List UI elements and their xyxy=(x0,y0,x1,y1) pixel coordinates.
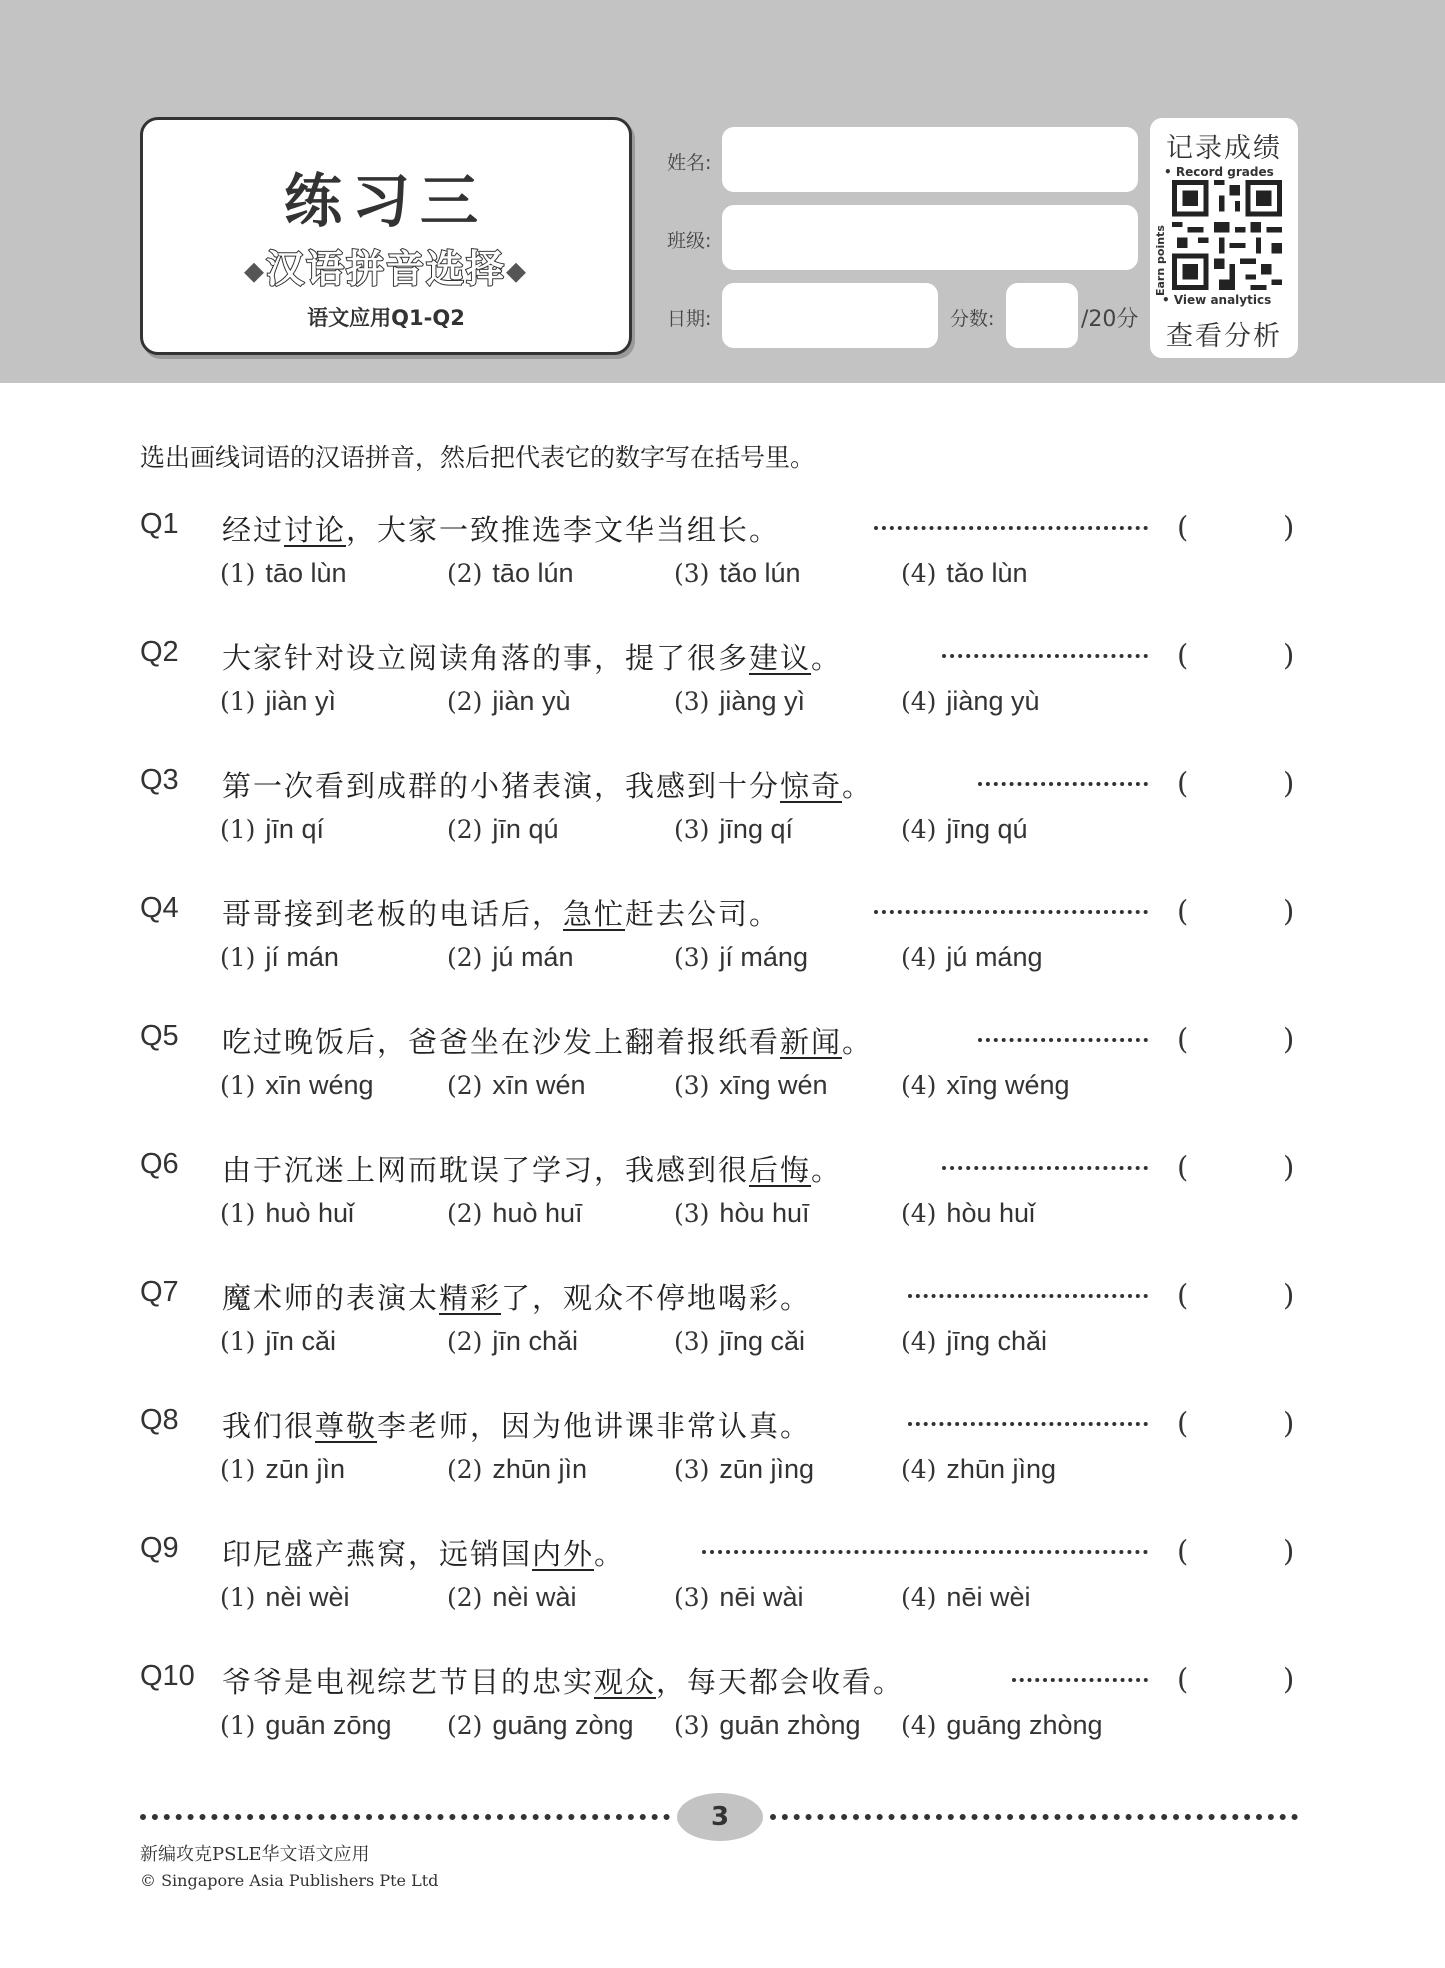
worksheet-subtitle xyxy=(143,238,629,293)
option xyxy=(901,686,1040,717)
answer-paren-close: ) xyxy=(1283,1406,1295,1440)
option xyxy=(220,814,324,845)
answer-paren-open: ( xyxy=(1177,766,1189,800)
option xyxy=(674,1454,814,1485)
answer-slot[interactable] xyxy=(1195,764,1285,804)
underlined-word: 后悔 xyxy=(749,1153,812,1187)
option-pinyin: jīng qí xyxy=(719,814,793,844)
option-pinyin: jiàn yì xyxy=(265,686,336,716)
option-number: (3) xyxy=(674,1455,710,1484)
question-text xyxy=(222,764,873,805)
answer-slot[interactable] xyxy=(1195,1660,1285,1700)
question-text-pre: 爷爷是电视综艺节目的忠实 xyxy=(222,1665,595,1699)
question-text xyxy=(222,1532,625,1573)
underlined-word: 内外 xyxy=(532,1537,595,1571)
option-pinyin: jīng cǎi xyxy=(719,1326,805,1356)
underlined-word: 惊奇 xyxy=(780,769,843,803)
question-text xyxy=(222,1276,811,1317)
option xyxy=(901,1198,1035,1229)
option-pinyin: zūn jìng xyxy=(719,1454,814,1484)
answer-paren-close: ) xyxy=(1283,1662,1295,1696)
option xyxy=(901,942,1042,973)
option xyxy=(674,1070,828,1101)
option-pinyin: jiàn yù xyxy=(492,686,571,716)
question-text-pre: 第一次看到成群的小猪表演，我感到十分 xyxy=(222,769,781,803)
question-text-pre: 由于沉迷上网而耽误了学习，我感到很 xyxy=(222,1153,750,1187)
option-pinyin: xīng wén xyxy=(719,1070,828,1100)
worksheet-title: 练习三 xyxy=(283,167,488,235)
option xyxy=(901,814,1028,845)
option xyxy=(447,686,570,717)
option-pinyin: guān zhòng xyxy=(719,1710,861,1740)
option-pinyin: jīn qú xyxy=(492,814,559,844)
option-pinyin: zhūn jìng xyxy=(946,1454,1057,1484)
question-text-post: 赶去公司。 xyxy=(625,897,781,931)
question-text-post: 。 xyxy=(842,1025,874,1059)
question-text-pre: 魔术师的表演太 xyxy=(222,1281,440,1315)
option-pinyin: xīn wén xyxy=(492,1070,586,1100)
option-pinyin: jú máng xyxy=(946,942,1043,972)
option-number: (3) xyxy=(674,815,710,844)
leader-dots xyxy=(874,910,1148,914)
option-number: (1) xyxy=(220,687,256,716)
option-pinyin: huò huǐ xyxy=(265,1198,355,1228)
option-number: (1) xyxy=(220,815,256,844)
option-number: (4) xyxy=(901,1583,937,1612)
date-field[interactable] xyxy=(722,283,938,348)
option-number: (4) xyxy=(901,1071,937,1100)
answer-paren-open: ( xyxy=(1177,1150,1189,1184)
option-pinyin: guāng zhòng xyxy=(946,1710,1103,1740)
leader-dots xyxy=(942,1166,1148,1170)
option-pinyin: guāng zòng xyxy=(492,1710,634,1740)
question-text-post: 。 xyxy=(594,1537,626,1571)
option-pinyin: guān zōng xyxy=(265,1710,392,1740)
answer-paren-close: ) xyxy=(1283,1534,1295,1568)
qr-top-text: 记录成绩 xyxy=(1166,133,1282,164)
option-number: (3) xyxy=(674,1327,710,1356)
option xyxy=(901,1070,1070,1101)
option xyxy=(447,1070,585,1101)
option xyxy=(447,558,574,589)
answer-paren-close: ) xyxy=(1283,1278,1295,1312)
question-text xyxy=(222,1660,904,1701)
question-number: Q8 xyxy=(140,1404,179,1436)
option xyxy=(220,1454,345,1485)
qr-view-text: • View analytics xyxy=(1162,293,1272,307)
qr-earn-text: Earn points xyxy=(1154,225,1167,296)
answer-slot[interactable] xyxy=(1195,1148,1285,1188)
worksheet-tag: 语文应用Q1-Q2 xyxy=(307,306,465,330)
option xyxy=(674,558,801,589)
option-number: (2) xyxy=(447,1583,483,1612)
option-number: (1) xyxy=(220,1071,256,1100)
option-number: (3) xyxy=(674,943,710,972)
option-number: (3) xyxy=(674,1711,710,1740)
qr-card[interactable] xyxy=(1150,118,1298,358)
qr-code-icon[interactable] xyxy=(1172,180,1282,290)
answer-slot[interactable] xyxy=(1195,892,1285,932)
title-box xyxy=(140,117,632,355)
leader-dots xyxy=(908,1422,1148,1426)
question-text-pre: 我们很 xyxy=(222,1409,316,1443)
option xyxy=(901,558,1028,589)
question-text-pre: 吃过晚饭后，爸爸坐在沙发上翻着报纸看 xyxy=(222,1025,781,1059)
answer-slot[interactable] xyxy=(1195,1404,1285,1444)
question-text-post: ，每天都会收看。 xyxy=(656,1665,905,1699)
question-number: Q2 xyxy=(140,636,179,668)
option-number: (4) xyxy=(901,687,937,716)
option-number: (2) xyxy=(447,1711,483,1740)
option-pinyin: jú mán xyxy=(492,942,574,972)
question-text-post: 。 xyxy=(811,641,843,675)
name-field[interactable] xyxy=(722,127,1138,192)
option-number: (1) xyxy=(220,1455,256,1484)
question-text xyxy=(222,636,842,677)
option-number: (4) xyxy=(901,1327,937,1356)
page-number: 3 xyxy=(677,1793,763,1841)
answer-slot[interactable] xyxy=(1195,1020,1285,1060)
answer-paren-open: ( xyxy=(1177,638,1189,672)
answer-paren-open: ( xyxy=(1177,1278,1189,1312)
question-text xyxy=(222,508,780,549)
question-number: Q4 xyxy=(140,892,179,924)
option-number: (3) xyxy=(674,1199,710,1228)
book-title: 新编攻克PSLE华文语文应用 xyxy=(140,1844,370,1865)
question-number: Q1 xyxy=(140,508,179,540)
instruction: 选出画线词语的汉语拼音，然后把代表它的数字写在括号里。 xyxy=(140,443,816,472)
option-pinyin: xīn wéng xyxy=(265,1070,374,1100)
option xyxy=(674,1582,803,1613)
option xyxy=(901,1582,1030,1613)
option xyxy=(674,686,805,717)
question-text-post: 。 xyxy=(811,1153,843,1187)
option xyxy=(220,1070,374,1101)
option xyxy=(447,814,558,845)
option-number: (2) xyxy=(447,815,483,844)
question-text-pre: 哥哥接到老板的电话后， xyxy=(222,897,564,931)
option-pinyin: tāo lún xyxy=(492,558,574,588)
option-pinyin: jīng qú xyxy=(946,814,1028,844)
option-number: (1) xyxy=(220,1327,256,1356)
answer-slot[interactable] xyxy=(1195,636,1285,676)
option xyxy=(674,814,793,845)
option xyxy=(901,1710,1103,1741)
option-pinyin: jīn chǎi xyxy=(492,1326,578,1356)
question-text-post: 了，观众不停地喝彩。 xyxy=(501,1281,812,1315)
option-number: (3) xyxy=(674,559,710,588)
option-number: (2) xyxy=(447,687,483,716)
underlined-word: 观众 xyxy=(594,1665,657,1699)
option-pinyin: jiàng yì xyxy=(719,686,805,716)
diamond-icon: ◆ xyxy=(243,256,266,287)
answer-paren-close: ) xyxy=(1283,1022,1295,1056)
option-number: (3) xyxy=(674,687,710,716)
answer-paren-open: ( xyxy=(1177,1534,1189,1568)
question-number: Q6 xyxy=(140,1148,179,1180)
option-pinyin: jí mán xyxy=(265,942,339,972)
option-number: (3) xyxy=(674,1071,710,1100)
underlined-word: 建议 xyxy=(749,641,812,675)
class-label: 班级: xyxy=(667,230,712,252)
option-pinyin: jīn cǎi xyxy=(265,1326,336,1356)
answer-paren-open: ( xyxy=(1177,894,1189,928)
question-text-pre: 印尼盛产燕窝，远销国 xyxy=(222,1537,533,1571)
option xyxy=(447,1454,587,1485)
underlined-word: 新闻 xyxy=(780,1025,843,1059)
answer-slot[interactable] xyxy=(1195,1532,1285,1572)
copyright: © Singapore Asia Publishers Pte Ltd xyxy=(140,1871,439,1890)
option-pinyin: zhūn jìn xyxy=(492,1454,587,1484)
qr-bottom-text: 查看分析 xyxy=(1166,321,1282,352)
answer-paren-open: ( xyxy=(1177,1022,1189,1056)
option-pinyin: tāo lùn xyxy=(265,558,347,588)
option xyxy=(447,1326,578,1357)
option-number: (2) xyxy=(447,943,483,972)
question-number: Q10 xyxy=(140,1660,195,1692)
option-number: (1) xyxy=(220,1199,256,1228)
option-number: (2) xyxy=(447,1327,483,1356)
answer-paren-open: ( xyxy=(1177,1662,1189,1696)
option-pinyin: huò huī xyxy=(492,1198,583,1228)
option xyxy=(447,1710,634,1741)
answer-paren-open: ( xyxy=(1177,1406,1189,1440)
leader-dots xyxy=(1012,1678,1148,1682)
option-number: (2) xyxy=(447,1455,483,1484)
option-pinyin: hòu huǐ xyxy=(946,1198,1036,1228)
option xyxy=(220,1326,336,1357)
question-text xyxy=(222,892,780,933)
underlined-word: 精彩 xyxy=(439,1281,502,1315)
option-pinyin: xīng wéng xyxy=(946,1070,1070,1100)
underlined-word: 尊敬 xyxy=(315,1409,378,1443)
leader-dots xyxy=(702,1550,1148,1554)
answer-paren-close: ) xyxy=(1283,510,1295,544)
option xyxy=(220,686,336,717)
option xyxy=(220,1198,354,1229)
question-number: Q7 xyxy=(140,1276,179,1308)
answer-paren-close: ) xyxy=(1283,638,1295,672)
leader-dots xyxy=(874,526,1148,530)
option-pinyin: tǎo lùn xyxy=(946,558,1028,588)
option xyxy=(220,942,339,973)
option xyxy=(674,1710,861,1741)
option xyxy=(220,1582,349,1613)
option-pinyin: nēi wèi xyxy=(946,1582,1031,1612)
option-number: (4) xyxy=(901,943,937,972)
option-number: (1) xyxy=(220,559,256,588)
option-number: (1) xyxy=(220,1711,256,1740)
option-number: (4) xyxy=(901,1711,937,1740)
date-label: 日期: xyxy=(667,308,712,330)
answer-paren-close: ) xyxy=(1283,894,1295,928)
option xyxy=(674,1198,810,1229)
score-field[interactable] xyxy=(1006,283,1078,348)
leader-dots xyxy=(978,782,1148,786)
option-number: (4) xyxy=(901,1199,937,1228)
answer-paren-close: ) xyxy=(1283,1150,1295,1184)
option-number: (4) xyxy=(901,559,937,588)
answer-slot[interactable] xyxy=(1195,1276,1285,1316)
leader-dots xyxy=(942,654,1148,658)
question-number: Q9 xyxy=(140,1532,179,1564)
question-text-post: ，大家一致推选李文华当组长。 xyxy=(346,513,781,547)
question-text xyxy=(222,1020,873,1061)
option xyxy=(447,1582,576,1613)
question-number: Q3 xyxy=(140,764,179,796)
option-pinyin: jiàng yù xyxy=(946,686,1040,716)
question-text-post: 。 xyxy=(842,769,874,803)
question-number: Q5 xyxy=(140,1020,179,1052)
option-pinyin: jīng chǎi xyxy=(946,1326,1047,1356)
option-pinyin: tǎo lún xyxy=(719,558,801,588)
footer-divider-right xyxy=(770,1814,1298,1820)
option-pinyin: nèi wèi xyxy=(265,1582,350,1612)
option xyxy=(220,1710,392,1741)
option xyxy=(674,942,808,973)
option-pinyin: zūn jìn xyxy=(265,1454,345,1484)
question-text-pre: 大家针对设立阅读角落的事，提了很多 xyxy=(222,641,750,675)
answer-slot[interactable] xyxy=(1195,508,1285,548)
option xyxy=(220,558,347,589)
footer-divider-left xyxy=(140,1814,670,1820)
score-label: 分数: xyxy=(950,308,995,330)
answer-paren-open: ( xyxy=(1177,510,1189,544)
option-pinyin: jīn qí xyxy=(265,814,324,844)
qr-record-text: • Record grades xyxy=(1164,165,1274,179)
option-pinyin: hòu huī xyxy=(719,1198,810,1228)
leader-dots xyxy=(908,1294,1148,1298)
option-number: (4) xyxy=(901,1455,937,1484)
option-number: (1) xyxy=(220,943,256,972)
option-pinyin: nèi wài xyxy=(492,1582,577,1612)
option xyxy=(674,1326,805,1357)
option-number: (3) xyxy=(674,1583,710,1612)
option-number: (4) xyxy=(901,815,937,844)
diamond-icon: ◆ xyxy=(506,256,528,287)
score-total: /20分 xyxy=(1081,307,1139,332)
option-number: (2) xyxy=(447,1071,483,1100)
option-number: (1) xyxy=(220,1583,256,1612)
option xyxy=(447,942,573,973)
name-label: 姓名: xyxy=(667,152,712,174)
option-pinyin: nēi wài xyxy=(719,1582,804,1612)
leader-dots xyxy=(978,1038,1148,1042)
question-text xyxy=(222,1404,811,1445)
underlined-word: 急忙 xyxy=(563,897,626,931)
option-number: (2) xyxy=(447,1199,483,1228)
question-text-post: 李老师，因为他讲课非常认真。 xyxy=(377,1409,812,1443)
option-number: (2) xyxy=(447,559,483,588)
option xyxy=(901,1454,1056,1485)
option xyxy=(901,1326,1047,1357)
question-text-pre: 经过 xyxy=(222,513,285,547)
subtitle-text: 汉语拼音选择 xyxy=(265,247,506,291)
underlined-word: 讨论 xyxy=(284,513,347,547)
option-pinyin: jí máng xyxy=(719,942,808,972)
question-text xyxy=(222,1148,842,1189)
class-field[interactable] xyxy=(722,205,1138,270)
option xyxy=(447,1198,583,1229)
answer-paren-close: ) xyxy=(1283,766,1295,800)
